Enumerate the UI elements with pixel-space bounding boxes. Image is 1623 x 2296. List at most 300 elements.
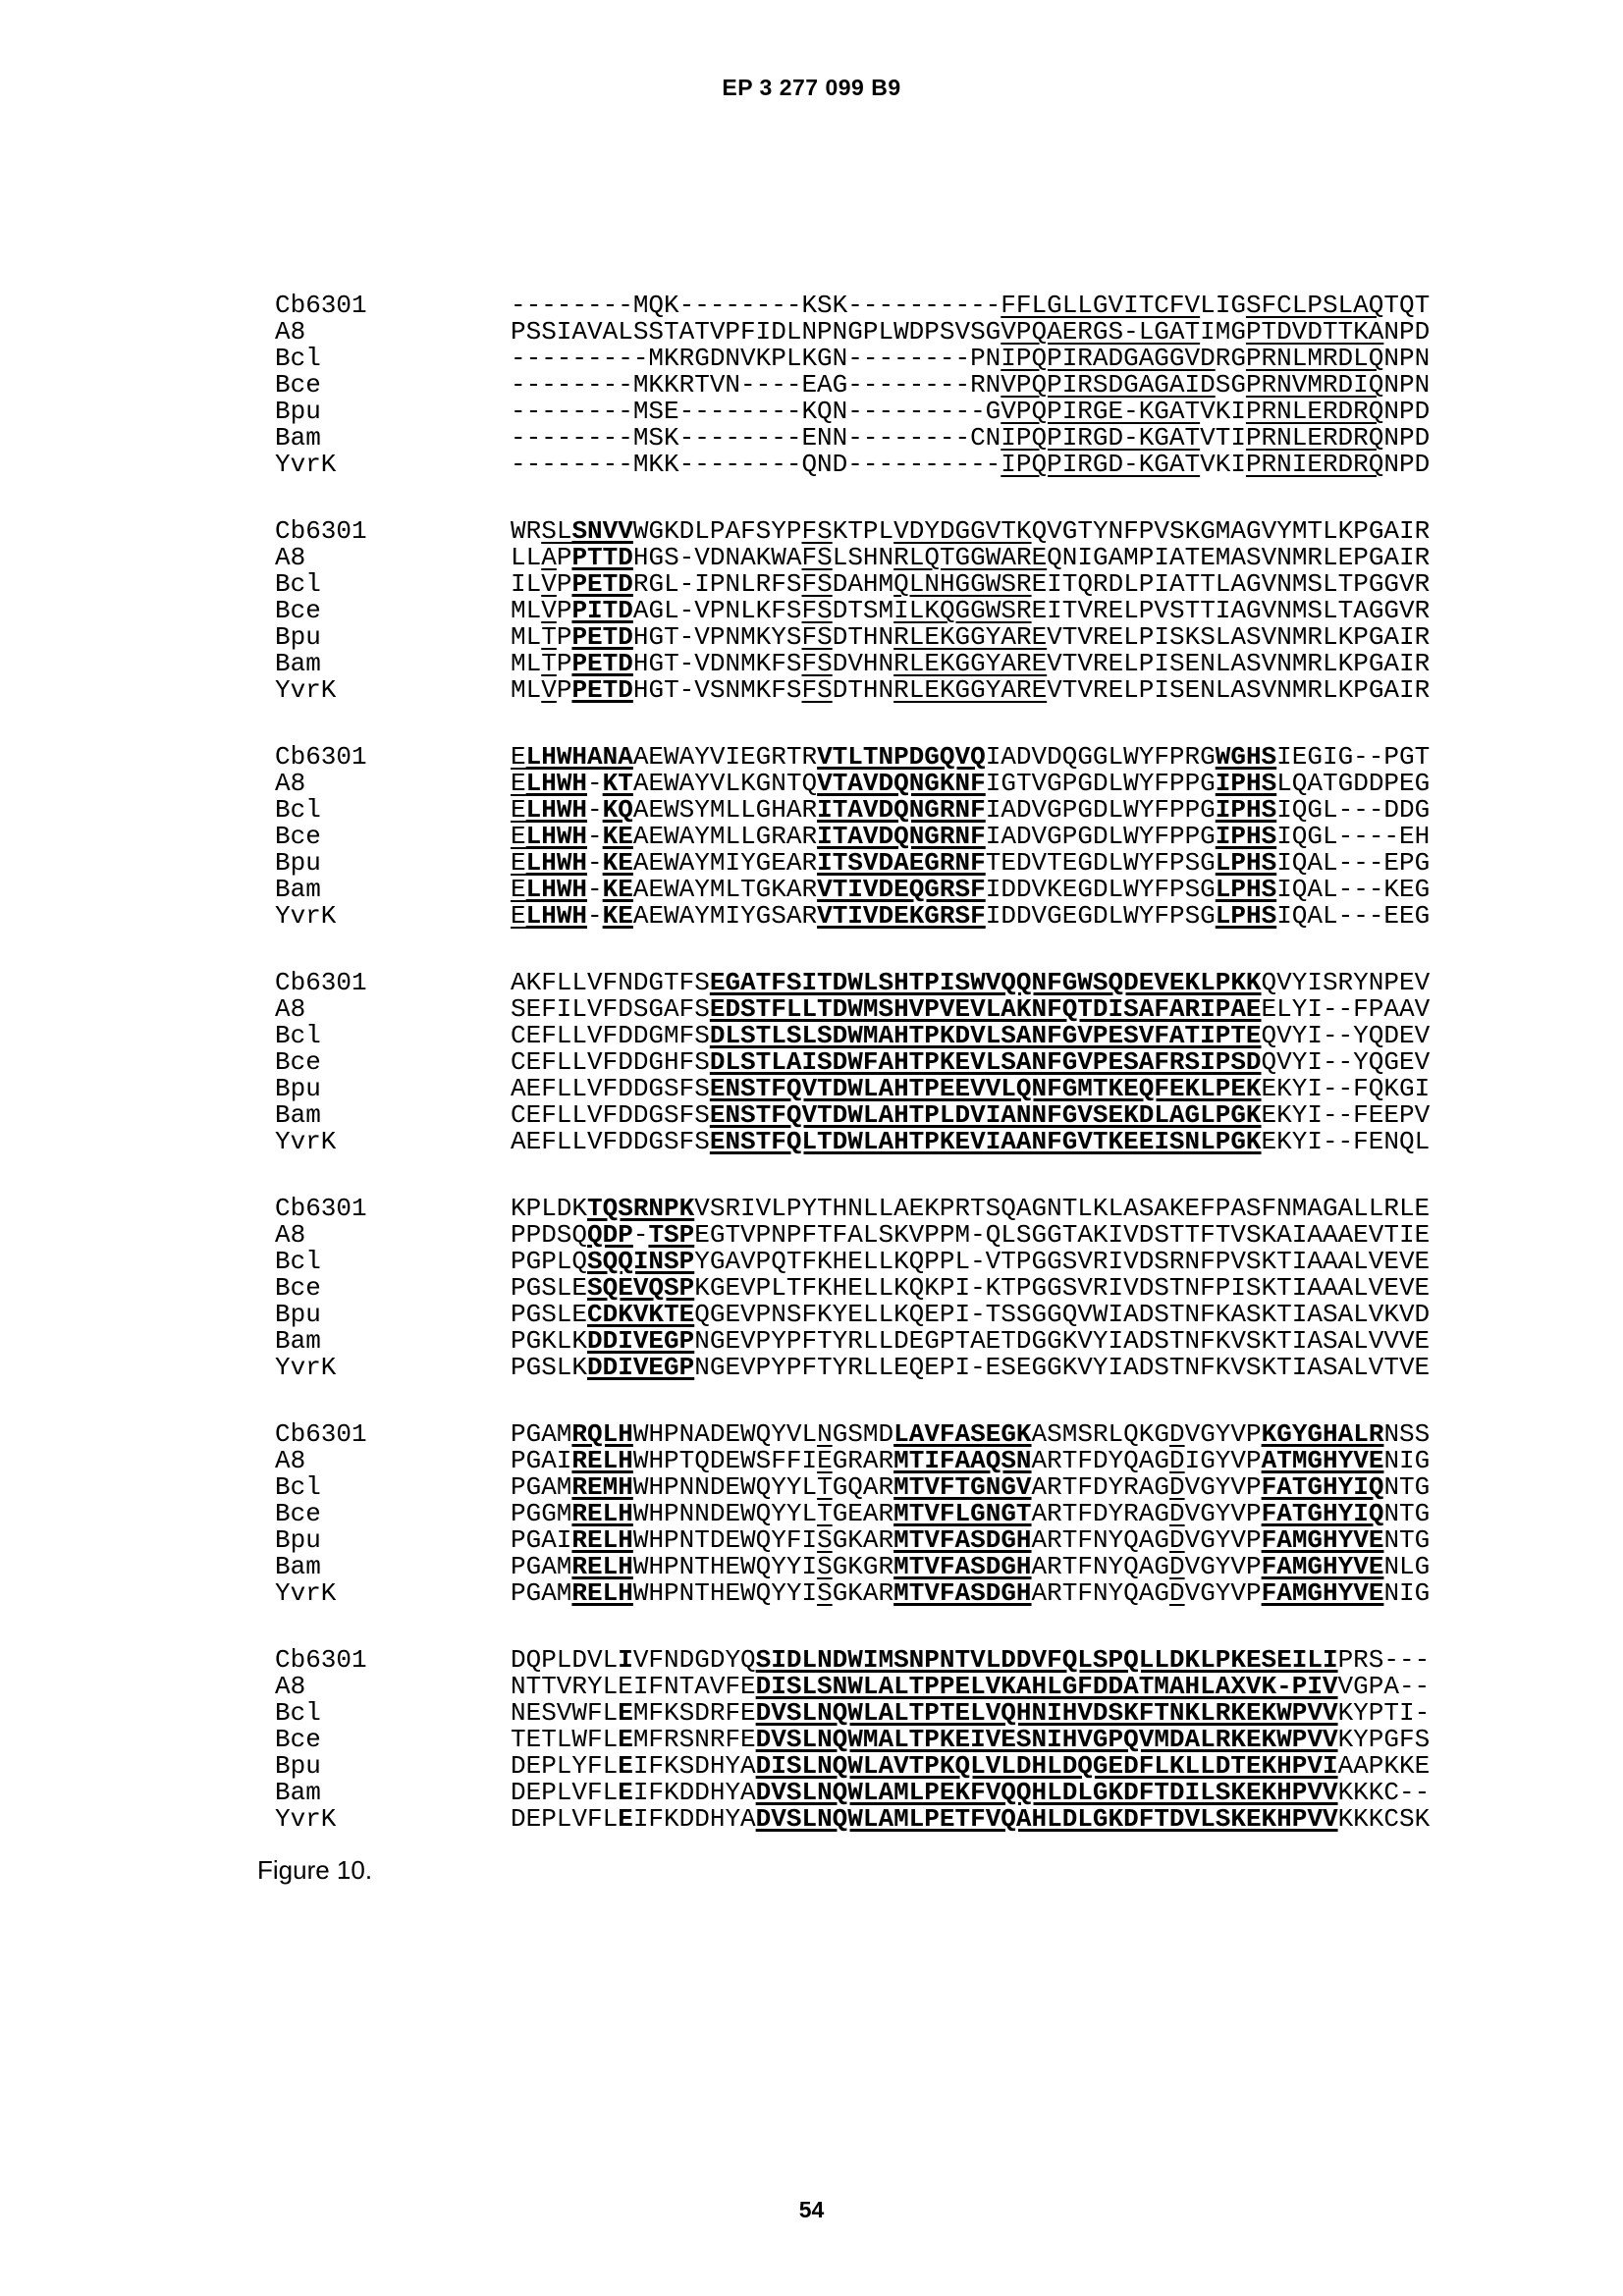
sequence-segment: QDP — [587, 1220, 633, 1250]
sequence-segment: KQ — [602, 795, 633, 825]
sequence-segment: - — [587, 795, 603, 825]
sequence-segment: E — [618, 1804, 633, 1834]
sequence-label: Bce — [275, 1725, 321, 1754]
sequence-segment: T — [541, 649, 557, 678]
sequence-segment: PGSLK — [511, 1353, 588, 1382]
sequence-segment: NPN — [1383, 344, 1431, 373]
sequence-text — [511, 1194, 1430, 1223]
sequence-row — [275, 571, 1430, 598]
sequence-segment: GQAR — [832, 1472, 894, 1502]
sequence-segment: GRAR — [832, 1446, 894, 1475]
sequence-segment: D — [1168, 1578, 1185, 1608]
sequence-row — [275, 1196, 1430, 1222]
sequence-segment: MTVFASDGH — [893, 1552, 1032, 1581]
sequence-segment: FS — [801, 675, 833, 705]
sequence-text — [511, 901, 1430, 931]
sequence-segment: HGT-VPNMKYS — [632, 622, 802, 652]
sequence-label: A8 — [275, 543, 306, 572]
sequence-segment: PRNLERDRQ — [1245, 423, 1384, 453]
sequence-segment: FATGHYIQ — [1261, 1499, 1384, 1528]
sequence-segment: AEWAYVLKGNTQ — [632, 769, 818, 798]
sequence-segment: DISLSNWLALTPPELVKAHLGFDDATMAHLAXVK-PIV — [755, 1672, 1338, 1701]
sequence-segment: ML — [511, 622, 542, 652]
sequence-segment: KTPL — [832, 516, 894, 546]
sequence-segment: NLG — [1383, 1552, 1431, 1581]
sequence-segment: NSS — [1383, 1419, 1431, 1449]
sequence-segment: LHWHANA — [525, 742, 633, 772]
sequence-row — [275, 425, 1430, 452]
sequence-text — [511, 569, 1430, 599]
sequence-label: Bpu — [275, 622, 321, 652]
sequence-segment: ---------MKRGDNVKPLKGN--------PN — [511, 344, 1001, 373]
sequence-text — [511, 291, 1430, 320]
sequence-segment: GKAR — [832, 1578, 894, 1608]
sequence-segment: N — [817, 1419, 833, 1449]
sequence-segment: IQAL---EPG — [1276, 848, 1431, 878]
sequence-segment: DVHN — [832, 649, 894, 678]
sequence-row — [275, 1328, 1430, 1355]
sequence-segment: DDIVEGP — [587, 1353, 695, 1382]
sequence-segment: ILKQGGWSR — [893, 596, 1032, 625]
sequence-segment: E — [618, 1725, 633, 1754]
sequence-segment: VGYVP — [1184, 1472, 1262, 1502]
sequence-row — [275, 1355, 1430, 1381]
sequence-segment: AEFLLVFDDGSFS — [511, 1127, 710, 1156]
sequence-segment: AEWAYMIYGSAR — [632, 901, 818, 931]
sequence-segment: HGT-VDNMKFS — [632, 649, 802, 678]
sequence-segment: EKYI--FEEPV — [1261, 1100, 1431, 1130]
sequence-segment: KPLDK — [511, 1194, 588, 1223]
sequence-segment: CEFLLVFDDGMFS — [511, 1021, 710, 1050]
sequence-segment: VGYVP — [1184, 1525, 1262, 1555]
alignment-block — [275, 1421, 1430, 1607]
sequence-segment: LSHN — [832, 543, 894, 572]
sequence-segment: VGYVP — [1184, 1578, 1262, 1608]
sequence-row — [275, 1554, 1430, 1580]
sequence-segment: PGGM — [511, 1499, 572, 1528]
sequence-text — [511, 1698, 1430, 1728]
sequence-segment: ARTFDYQAG — [1031, 1446, 1169, 1475]
sequence-text — [511, 344, 1430, 373]
sequence-row — [275, 346, 1430, 372]
sequence-segment: NIG — [1383, 1578, 1431, 1608]
sequence-segment: PGAM — [511, 1552, 572, 1581]
sequence-alignment — [275, 293, 1430, 1873]
sequence-segment: PSSIAVALSSTATVPFIDLNPNGPLWDPSVSG — [511, 317, 1001, 347]
sequence-segment: ARTFNYQAG — [1031, 1525, 1169, 1555]
sequence-text — [511, 1751, 1430, 1781]
sequence-segment: VKI — [1200, 450, 1246, 479]
sequence-segment: IDDVKEGDLWYFPSG — [985, 875, 1216, 904]
sequence-segment: PGAM — [511, 1578, 572, 1608]
sequence-text — [511, 822, 1430, 851]
sequence-row — [275, 452, 1430, 478]
sequence-segment: MTVFTGNGV — [893, 1472, 1032, 1502]
sequence-segment: ITSVDAEGRNF — [817, 848, 986, 878]
sequence-segment: WGKDLPAFSYP — [632, 516, 802, 546]
sequence-segment: HGT-VSNMKFS — [632, 675, 802, 705]
sequence-segment: --------MQK--------KSK---------- — [511, 291, 1001, 320]
sequence-segment: WHPNTHEWQYYI — [632, 1552, 818, 1581]
sequence-segment: WGHS — [1215, 742, 1277, 772]
sequence-text — [511, 622, 1430, 652]
sequence-segment: IADVDQGGLWYFPRG — [985, 742, 1216, 772]
sequence-label: Cb6301 — [275, 291, 367, 320]
sequence-segment: E — [618, 1751, 633, 1781]
sequence-segment: PITD — [571, 596, 633, 625]
sequence-row — [275, 797, 1430, 824]
sequence-row — [275, 677, 1430, 704]
sequence-label: Bam — [275, 1778, 321, 1807]
sequence-segment: SFCLPSLAQ — [1245, 291, 1384, 320]
sequence-row — [275, 1474, 1430, 1501]
sequence-label: Bcl — [275, 1698, 321, 1728]
sequence-segment: P — [556, 675, 572, 705]
sequence-segment: NIG — [1383, 1446, 1431, 1475]
sequence-segment: --------MKKRTVN----EAG--------RN — [511, 370, 1001, 400]
sequence-text — [511, 675, 1430, 705]
sequence-segment: E — [511, 901, 526, 931]
sequence-segment: - — [587, 901, 603, 931]
sequence-label: A8 — [275, 994, 306, 1024]
sequence-segment: QVGTYNFPVSKGMAGVYMTLKPGAIR — [1031, 516, 1431, 546]
sequence-segment: FAMGHYVE — [1261, 1525, 1384, 1555]
sequence-segment: WHPNNDEWQYYL — [632, 1499, 818, 1528]
alignment-block — [275, 744, 1430, 930]
sequence-text — [511, 516, 1430, 546]
sequence-row — [275, 1102, 1430, 1129]
sequence-row — [275, 1647, 1430, 1674]
sequence-segment: IGYVP — [1184, 1446, 1262, 1475]
sequence-row — [275, 1753, 1430, 1780]
sequence-segment: WHPNADEWQYVL — [632, 1419, 818, 1449]
sequence-segment: PGAM — [511, 1472, 572, 1502]
sequence-segment: RLEKGGYARE — [893, 649, 1048, 678]
sequence-segment: PETD — [571, 675, 633, 705]
sequence-segment: MFKSDRFE — [632, 1698, 756, 1728]
sequence-segment: DVSLNQWLALTPTELVQHNIHVDSKFTNKLRKEKWPVV — [755, 1698, 1338, 1728]
sequence-row — [275, 1275, 1430, 1302]
sequence-segment: NTG — [1383, 1472, 1431, 1502]
sequence-label: Cb6301 — [275, 1645, 367, 1675]
sequence-segment: AEWAYMLLGRAR — [632, 822, 818, 851]
sequence-segment: ITAVDQNGRNF — [817, 822, 986, 851]
sequence-segment: TEDVTEGDLWYFPSG — [985, 848, 1216, 878]
sequence-segment: AEWAYMLTGKAR — [632, 875, 818, 904]
sequence-text — [511, 1778, 1430, 1807]
sequence-segment: IMG — [1200, 317, 1246, 347]
sequence-segment: IFKDDHYA — [632, 1778, 756, 1807]
sequence-segment: VTI — [1200, 423, 1246, 453]
alignment-block — [275, 518, 1430, 704]
sequence-text — [511, 1127, 1430, 1156]
sequence-label: Bam — [275, 875, 321, 904]
sequence-segment: IQGL----EH — [1276, 822, 1431, 851]
sequence-segment: AEWAYVIEGRTR — [632, 742, 818, 772]
sequence-label: Bce — [275, 1499, 321, 1528]
sequence-text — [511, 848, 1430, 878]
sequence-row — [275, 598, 1430, 624]
sequence-segment: P — [556, 543, 572, 572]
sequence-segment: RELH — [571, 1446, 633, 1475]
sequence-segment: LHWH — [525, 875, 588, 904]
sequence-segment: AGL-VPNLKFS — [632, 596, 802, 625]
sequence-segment: D — [1168, 1525, 1185, 1555]
sequence-label: Cb6301 — [275, 968, 367, 997]
sequence-text — [511, 649, 1430, 678]
sequence-text — [511, 1326, 1430, 1356]
sequence-segment: DTSM — [832, 596, 894, 625]
sequence-segment: DVSLNQWLAMLPEKFVQQHLDLGKDFTDILSKEKHPVV — [755, 1778, 1338, 1807]
sequence-segment: TSP — [648, 1220, 695, 1250]
sequence-segment: TQSRNPK — [587, 1194, 695, 1223]
sequence-segment: VTVRELPISKSLASVNMRLKPGAIR — [1047, 622, 1431, 652]
sequence-segment: IPHS — [1215, 795, 1277, 825]
sequence-text — [511, 1220, 1430, 1250]
sequence-row — [275, 624, 1430, 651]
sequence-label: Bpu — [275, 397, 321, 426]
sequence-text — [511, 1804, 1430, 1834]
sequence-segment: D — [1168, 1419, 1185, 1449]
sequence-segment: - — [587, 848, 603, 878]
sequence-segment: VPQPIRGE-KGAT — [1001, 397, 1201, 426]
sequence-row — [275, 1129, 1430, 1155]
sequence-segment: AEWSYMLLGHAR — [632, 795, 818, 825]
sequence-segment: LIG — [1200, 291, 1246, 320]
sequence-segment: --------MSK--------ENN--------CN — [511, 423, 1001, 453]
alignment-block — [275, 970, 1430, 1155]
sequence-text — [511, 1552, 1430, 1581]
sequence-segment: WHPNTDEWQYFI — [632, 1525, 818, 1555]
sequence-segment: MTVFASDGH — [893, 1578, 1032, 1608]
sequence-segment: LHWH — [525, 848, 588, 878]
sequence-segment: ASMSRLQKG — [1031, 1419, 1169, 1449]
sequence-segment: VTAVDQNGKNF — [817, 769, 986, 798]
sequence-segment: RELH — [571, 1499, 633, 1528]
sequence-segment: PRS--- — [1337, 1645, 1431, 1675]
sequence-segment: QLNHGGWSR — [893, 569, 1032, 599]
sequence-row — [275, 1780, 1430, 1806]
sequence-segment: KKKC-- — [1337, 1778, 1431, 1807]
sequence-segment: DVSLNQWMALTPKEIVESNIHVGPQVMDALRKEKWPVV — [755, 1725, 1338, 1754]
sequence-segment: IQAL---KEG — [1276, 875, 1431, 904]
sequence-segment: GEAR — [832, 1499, 894, 1528]
sequence-segment: P — [556, 569, 572, 599]
sequence-segment: ENSTFQVTDWLAHTPEEVVLQNFGMTKEQFEKLPEK — [709, 1074, 1262, 1103]
sequence-row — [275, 1302, 1430, 1328]
sequence-segment: IPQPIRADGAGGVD — [1001, 344, 1216, 373]
sequence-segment: FAMGHYVE — [1261, 1578, 1384, 1608]
sequence-segment: IQGL---DDG — [1276, 795, 1431, 825]
sequence-label: Bcl — [275, 1472, 321, 1502]
sequence-row — [275, 1222, 1430, 1249]
sequence-segment: SG — [1215, 370, 1246, 400]
sequence-segment: NPD — [1383, 317, 1431, 347]
sequence-label: Bce — [275, 1047, 321, 1077]
sequence-segment: IFKDDHYA — [632, 1804, 756, 1834]
sequence-segment: AKFLLVFNDGTFS — [511, 968, 710, 997]
sequence-segment: LPHS — [1215, 901, 1277, 931]
sequence-label: Bpu — [275, 848, 321, 878]
sequence-segment: PRNLMRDLQ — [1245, 344, 1384, 373]
sequence-segment: ENSTFQLTDWLAHTPKEVIAANFGVTKEEISNLPGK — [709, 1127, 1262, 1156]
sequence-text — [511, 1525, 1430, 1555]
sequence-segment: NGEVPYPFTYRLLDEGPTAETDGGKVYIADSTNFKVSKTIASALVVVE — [694, 1326, 1431, 1356]
sequence-segment: DEPLYFL — [511, 1751, 619, 1781]
sequence-segment: FFLGLLGVITCFV — [1001, 291, 1201, 320]
sequence-segment: IEGIG--PGT — [1276, 742, 1431, 772]
sequence-segment: NTG — [1383, 1499, 1431, 1528]
sequence-segment: GKGR — [832, 1552, 894, 1581]
figure-caption: Figure 10. — [257, 1855, 373, 1885]
sequence-segment: D — [1168, 1446, 1185, 1475]
sequence-segment: E — [817, 1446, 833, 1475]
sequence-label: YvrK — [275, 675, 337, 705]
sequence-segment: NESVWFL — [511, 1698, 619, 1728]
sequence-row — [275, 293, 1430, 319]
sequence-row — [275, 824, 1430, 850]
sequence-segment: VSRIVLPYTHNLLAEKPRTSQAGNTLKLASAKEFPASFNMAGALLRLE — [694, 1194, 1431, 1223]
sequence-segment: KKKCSK — [1337, 1804, 1431, 1834]
sequence-segment: IADVGPGDLWYFPPG — [985, 795, 1216, 825]
sequence-segment: LPHS — [1215, 848, 1277, 878]
sequence-segment: RELH — [571, 1578, 633, 1608]
sequence-segment: TQT — [1383, 291, 1431, 320]
sequence-segment: IDDVGEGDLWYFPSG — [985, 901, 1216, 931]
sequence-segment: AEFLLVFDDGSFS — [511, 1074, 710, 1103]
sequence-segment: IPQPIRGD-KGAT — [1001, 450, 1201, 479]
sequence-segment: T — [817, 1499, 833, 1528]
sequence-segment: MTIFAAQSN — [893, 1446, 1032, 1475]
sequence-segment: MTVFLGNGT — [893, 1499, 1032, 1528]
sequence-row — [275, 545, 1430, 571]
sequence-segment: DTHN — [832, 675, 894, 705]
sequence-segment: NTG — [1383, 1525, 1431, 1555]
sequence-segment: CDKVKTE — [587, 1300, 695, 1329]
alignment-block — [275, 1196, 1430, 1381]
sequence-segment: E — [511, 795, 526, 825]
sequence-segment: - — [587, 822, 603, 851]
sequence-text — [511, 1472, 1430, 1502]
sequence-segment: FS — [801, 596, 833, 625]
sequence-label: Cb6301 — [275, 1194, 367, 1223]
sequence-segment: LL — [511, 543, 542, 572]
sequence-segment: FATGHYIQ — [1261, 1472, 1384, 1502]
sequence-row — [275, 744, 1430, 771]
sequence-segment: QVYI--YQDEV — [1261, 1021, 1431, 1050]
sequence-segment: RELH — [571, 1525, 633, 1555]
sequence-segment: FS — [801, 543, 833, 572]
sequence-row — [275, 651, 1430, 677]
sequence-segment: HGS-VDNAKWA — [632, 543, 802, 572]
sequence-text — [511, 1645, 1430, 1675]
sequence-text — [511, 795, 1430, 825]
sequence-segment: A — [541, 543, 557, 572]
sequence-row — [275, 1727, 1430, 1753]
sequence-segment: SL — [541, 516, 572, 546]
sequence-segment: EDSTFLLTDWMSHVPVEVLAKNFQTDISAFARIPAE — [709, 994, 1262, 1024]
sequence-segment: SQQINSP — [587, 1247, 695, 1276]
sequence-row — [275, 518, 1430, 545]
sequence-segment: PTTD — [571, 543, 633, 572]
sequence-text — [511, 994, 1430, 1024]
sequence-segment: ML — [511, 596, 542, 625]
sequence-label: A8 — [275, 1672, 306, 1701]
sequence-segment: KYPGFS — [1337, 1725, 1431, 1754]
sequence-segment: LHWH — [525, 795, 588, 825]
sequence-segment: IPHS — [1215, 769, 1277, 798]
sequence-text — [511, 317, 1430, 347]
sequence-text — [511, 370, 1430, 400]
sequence-segment: VTVRELPISENLASVNMRLKPGAIR — [1047, 649, 1431, 678]
sequence-segment: SIDLNDWIMSNPNTVLDDVFQLSPQLLDKLPKESEILI — [755, 1645, 1338, 1675]
sequence-text — [511, 1273, 1430, 1303]
sequence-segment: PRNVMRDIQ — [1245, 370, 1384, 400]
sequence-segment: DLSTLSLSDWMAHTPKDVLSANFGVPESVFATIPTE — [709, 1021, 1262, 1050]
sequence-segment: E — [511, 875, 526, 904]
sequence-segment: IFKSDHYA — [632, 1751, 756, 1781]
sequence-text — [511, 1021, 1430, 1050]
sequence-label: YvrK — [275, 1353, 337, 1382]
sequence-segment: DAHM — [832, 569, 894, 599]
sequence-text — [511, 1446, 1430, 1475]
sequence-segment: IGTVGPGDLWYFPPG — [985, 769, 1216, 798]
sequence-segment: VGPA-- — [1337, 1672, 1431, 1701]
sequence-segment: WHPNNDEWQYYL — [632, 1472, 818, 1502]
sequence-segment: D — [1168, 1472, 1185, 1502]
sequence-row — [275, 1674, 1430, 1700]
sequence-row — [275, 1806, 1430, 1833]
sequence-segment: P — [556, 622, 572, 652]
sequence-text — [511, 769, 1430, 798]
sequence-segment: ARTFDYRAG — [1031, 1499, 1169, 1528]
sequence-segment: PGAI — [511, 1446, 572, 1475]
sequence-segment: KGEVPLTFKHELLKQKPI-KTPGGSVRIVDSTNFPISKTIAAALVEVE — [694, 1273, 1431, 1303]
sequence-segment: EGATFSITDWLSHTPISWVQQNFGWSQDEVEKLPKK — [709, 968, 1262, 997]
sequence-segment: LHWH — [525, 822, 588, 851]
sequence-text — [511, 968, 1430, 997]
sequence-segment: PETD — [571, 649, 633, 678]
sequence-segment: S — [817, 1525, 833, 1555]
sequence-segment: YGAVPQTFKHELLKQPPL-VTPGGSVRIVDSRNFPVSKTIAAALVEVE — [694, 1247, 1431, 1276]
sequence-segment: - — [587, 875, 603, 904]
sequence-label: YvrK — [275, 901, 337, 931]
sequence-segment: E — [511, 742, 526, 772]
sequence-segment: PPDSQ — [511, 1220, 588, 1250]
sequence-label: A8 — [275, 1446, 306, 1475]
sequence-segment: KYPTI- — [1337, 1698, 1431, 1728]
sequence-label: Bcl — [275, 1247, 321, 1276]
sequence-segment: KGYGHALR — [1261, 1419, 1384, 1449]
sequence-segment: - — [587, 769, 603, 798]
sequence-segment: VFNDGDYQ — [632, 1645, 756, 1675]
sequence-row — [275, 771, 1430, 797]
sequence-segment: KE — [602, 901, 633, 931]
sequence-segment: DLSTLAISDWFAHTPKEVLSANFGVPESAFRSIPSD — [709, 1047, 1262, 1077]
sequence-segment: V — [541, 675, 557, 705]
sequence-segment: RELH — [571, 1552, 633, 1581]
sequence-text — [511, 875, 1430, 904]
sequence-segment: QVYI--YQGEV — [1261, 1047, 1431, 1077]
sequence-segment: RLEKGGYARE — [893, 622, 1048, 652]
sequence-text — [511, 1300, 1430, 1329]
sequence-text — [511, 543, 1430, 572]
sequence-segment: SEFILVFDSGAFS — [511, 994, 710, 1024]
sequence-segment: RGL-IPNLRFS — [632, 569, 802, 599]
sequence-segment: LHWH — [525, 901, 588, 931]
sequence-segment: KE — [602, 875, 633, 904]
sequence-row — [275, 1049, 1430, 1076]
